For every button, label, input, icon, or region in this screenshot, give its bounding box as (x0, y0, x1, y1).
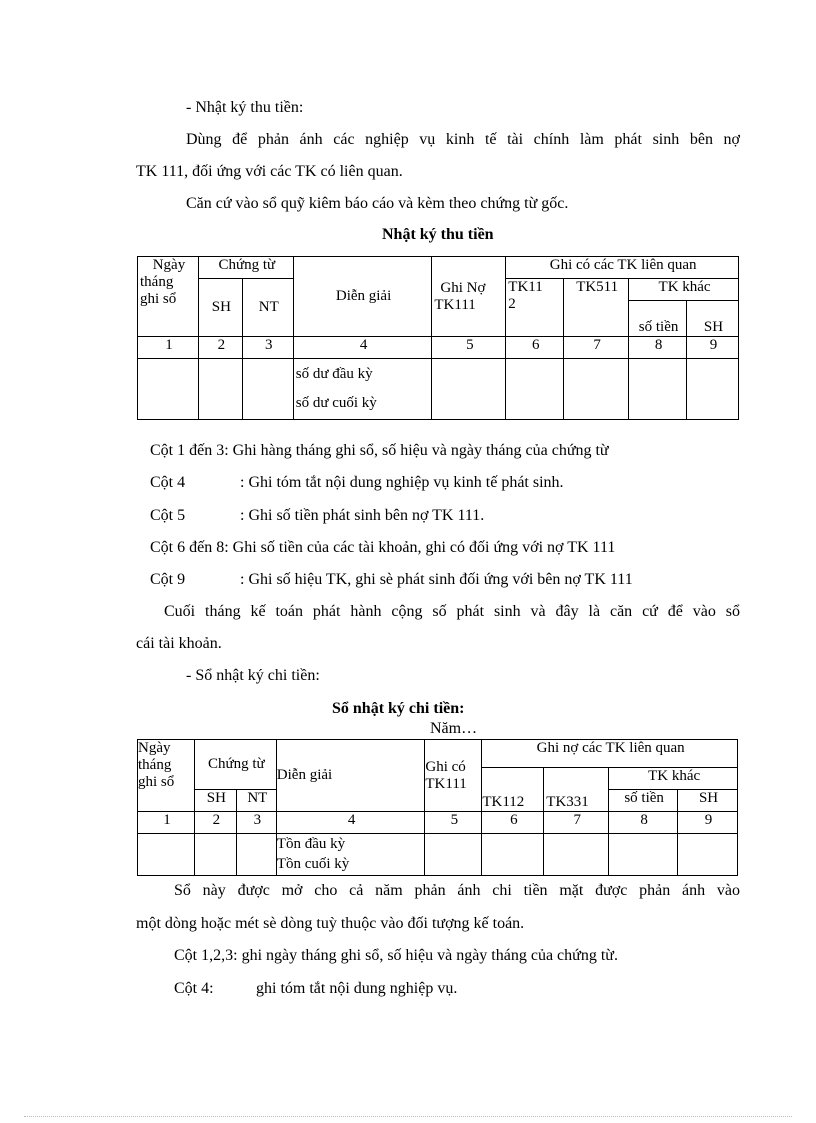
header-sh: SH (194, 790, 236, 812)
note-cot-1-3: Cột 1 đến 3: Ghi hàng tháng ghi sổ, số hiệu và ngày tháng của chứng từ (150, 442, 609, 459)
table2-title: Sổ nhật ký chi tiền: (332, 700, 465, 717)
header-nt: NT (242, 279, 293, 337)
col-num: 6 (482, 812, 544, 834)
note-cot-4-text: : Ghi tóm tắt nội dung nghiệp vụ kinh tế phát sinh. (240, 474, 564, 491)
header-tk331: TK331 (544, 768, 609, 812)
intro-paragraph-line1: Dùng để phản ánh các nghiệp vụ kinh tế tài chính làm phát sinh bên nợ (186, 131, 740, 148)
chi-tien-paragraph-line1: Sổ này được mở cho cả năm phản ánh chi tiền mặt được phản ánh vào (174, 882, 740, 899)
note-cot-9-label: Cột 9 (150, 571, 186, 588)
header-tk112: TK112 (482, 768, 544, 812)
note-cot-6-8: Cột 6 đến 8: Ghi số tiền của các tài khoản, ghi có đối ứng với nợ TK 111 (150, 539, 616, 556)
note2-cot-1-2-3: Cột 1,2,3: ghi ngày tháng ghi sổ, số hiệu và ngày tháng của chứng từ. (174, 947, 618, 964)
col-num: 9 (687, 337, 739, 359)
page-bottom-divider (24, 1116, 792, 1117)
header-so-tien: số tiền (629, 301, 687, 337)
note-cot-5-label: Cột 5 (150, 507, 186, 524)
header-tk112: TK11 2 (506, 279, 564, 337)
header-dien-giai: Diễn giải (293, 257, 432, 337)
header-chung-tu: Chứng từ (194, 740, 276, 790)
col-num: 1 (138, 337, 199, 359)
heading-thu-tien: - Nhật ký thu tiền: (186, 99, 304, 116)
col-num: 2 (198, 337, 242, 359)
column-number-row (138, 812, 738, 834)
col-num: 2 (194, 812, 236, 834)
header-ghi-co-tk111: Ghi có TK111 (425, 740, 482, 812)
note-cot-9-text: : Ghi số hiệu TK, ghi sè phát sinh đối ứng với bên nợ TK 111 (240, 571, 633, 588)
table1-title: Nhật ký thu tiền (382, 226, 494, 243)
table-row (138, 834, 738, 876)
header-ghi-no-tk111: Ghi Nợ TK111 (432, 257, 506, 337)
col-num: 3 (242, 337, 293, 359)
heading-chi-tien: - Sổ nhật ký chi tiền: (186, 667, 320, 684)
col-num: 7 (544, 812, 609, 834)
col-num: 1 (138, 812, 195, 834)
header-tk511: TK511 (564, 279, 629, 337)
table2-subtitle-year: Năm… (430, 720, 478, 737)
header-tk-khac: TK khác (629, 279, 739, 301)
header-chung-tu: Chứng từ (198, 257, 293, 279)
header-ngay-thang: Ngày tháng ghi sổ (138, 257, 199, 337)
note2-cot-4-text: ghi tóm tắt nội dung nghiệp vụ. (256, 980, 458, 997)
col-num: 5 (425, 812, 482, 834)
nhat-ky-thu-tien-table (137, 256, 739, 420)
col-num: 7 (564, 337, 629, 359)
closing-paragraph-line1: Cuối tháng kế toán phát hành cộng số phát sinh và đây là căn cứ để vào sổ (164, 603, 740, 620)
table-row (138, 359, 739, 420)
header-so-tien: số tiền (609, 790, 678, 812)
col-num: 4 (293, 337, 432, 359)
header-sh: SH (198, 279, 242, 337)
intro-paragraph-line2: TK 111, đối ứng với các TK có liên quan. (136, 163, 403, 180)
header-ghi-no: Ghi nợ các TK liên quan (482, 740, 738, 768)
header-sh-2: SH (678, 790, 738, 812)
col-num: 3 (236, 812, 276, 834)
col-num: 8 (629, 337, 687, 359)
col-num: 6 (506, 337, 564, 359)
note-cot-4-label: Cột 4 (150, 474, 186, 491)
col-num: 8 (609, 812, 678, 834)
header-ngay-thang: Ngày tháng ghi sổ (138, 740, 195, 812)
closing-paragraph-line2: cái tài khoản. (136, 635, 222, 652)
header-nt: NT (236, 790, 276, 812)
header-dien-giai: Diễn giải (276, 740, 425, 812)
header-tk-khac: TK khác (609, 768, 738, 790)
balance-cell: Tồn đầu kỳ Tồn cuối kỳ (276, 834, 425, 876)
note-cot-5-text: : Ghi số tiền phát sinh bên nợ TK 111. (240, 507, 485, 524)
header-sh-2: SH (687, 301, 739, 337)
note2-cot-4-label: Cột 4: (174, 980, 214, 997)
col-num: 4 (276, 812, 425, 834)
col-num: 5 (432, 337, 506, 359)
chi-tien-paragraph-line2: một dòng hoặc mét sè dòng tuỳ thuộc vào đối tượng kế toán. (136, 915, 525, 932)
header-ghi-co: Ghi có các TK liên quan (506, 257, 739, 279)
intro-paragraph-2: Căn cứ vào sổ quỹ kiêm báo cáo và kèm theo chứng từ gốc. (186, 195, 569, 212)
col-num: 9 (678, 812, 738, 834)
so-nhat-ky-chi-tien-table (137, 739, 738, 876)
balance-cell: số dư đầu kỳ số dư cuối kỳ (293, 359, 432, 420)
column-number-row (138, 337, 739, 359)
